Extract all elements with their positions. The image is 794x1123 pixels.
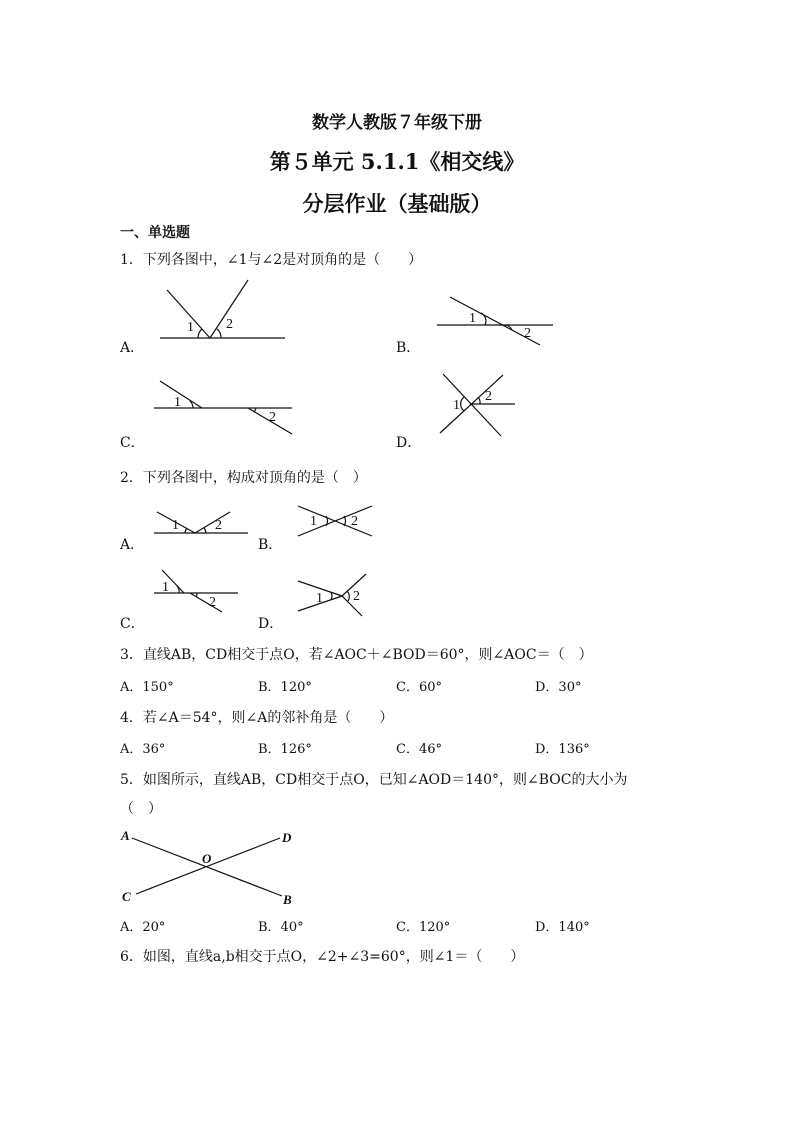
q2-figure-d: [296, 572, 371, 617]
q1d-angle-2: 2: [485, 389, 492, 404]
q2-figure-b: [296, 500, 376, 542]
question-3: 3．直线AB，CD相交于点O，若∠AOC＋∠BOD＝60°，则∠AOC＝（ ）: [120, 647, 593, 663]
q5-label-c: C: [122, 889, 131, 904]
q1c-angle-2: 2: [269, 410, 276, 425]
q4-option-c: C．46°: [396, 742, 442, 757]
unit-title: 第５单元 5.1.1《相交线》: [269, 149, 525, 174]
question-4: 4．若∠A＝54°，则∠A的邻补角是（ ）: [120, 710, 394, 726]
q2-figure-a: [152, 502, 252, 538]
section-heading: 一、单选题: [120, 225, 190, 241]
q2-option-a-label: A．: [120, 537, 145, 553]
q2d-angle-1: 1: [316, 591, 323, 606]
q2c-angle-2: 2: [209, 595, 216, 610]
q1d-angle-1: 1: [453, 398, 460, 413]
q1-figure-c: [152, 375, 297, 437]
q1a-angle-1: 1: [187, 320, 194, 335]
q1a-angle-2: 2: [226, 317, 233, 332]
q2c-angle-1: 1: [162, 580, 169, 595]
q1c-angle-1: 1: [174, 395, 181, 410]
q5-option-c: C．120°: [396, 920, 451, 935]
q2-figure-c: [152, 566, 242, 616]
q3-option-d: D．30°: [535, 680, 582, 695]
question-5: 5．如图所示，直线AB，CD相交于点O，已知∠AOD＝140°，则∠BOC的大小为: [120, 772, 628, 788]
question-5-blank: （ ）: [120, 801, 162, 817]
q3-option-b: B．120°: [258, 680, 312, 695]
q5-option-d: D．140°: [535, 920, 590, 935]
q5-label-a: A: [121, 828, 130, 843]
q2-option-b-label: B．: [258, 537, 283, 553]
homework-title: 分层作业（基础版）: [302, 191, 492, 216]
document-title: 数学人教版７年级下册: [312, 113, 482, 133]
question-2: 2．下列各图中，构成对顶角的是（ ）: [120, 470, 367, 486]
q1-option-c-label: C．: [120, 435, 145, 451]
q5-option-b: B．40°: [258, 920, 304, 935]
q5-label-b: B: [283, 892, 292, 907]
question-6: 6．如图，直线a,b相交于点O，∠2+∠3=60°，则∠1＝（ ）: [120, 949, 525, 965]
q2b-angle-2: 2: [351, 514, 358, 529]
q1b-angle-2: 2: [524, 326, 531, 341]
q5-label-d: D: [282, 830, 292, 845]
q4-option-a: A．36°: [120, 742, 166, 757]
q4-option-b: B．126°: [258, 742, 312, 757]
q3-option-c: C．60°: [396, 680, 442, 695]
q1-option-b-label: B．: [396, 340, 421, 356]
q5-option-a: A．20°: [120, 920, 166, 935]
q1-figure-a: [155, 278, 295, 348]
q2a-angle-2: 2: [215, 518, 222, 533]
q1-option-d-label: D．: [396, 435, 422, 451]
q5-label-o: O: [202, 851, 212, 866]
q4-option-d: D．136°: [535, 742, 590, 757]
q2-option-c-label: C．: [120, 616, 145, 632]
q1-option-a-label: A．: [120, 340, 145, 356]
q2-option-d-label: D．: [258, 616, 284, 632]
q2d-angle-2: 2: [353, 589, 360, 604]
q2b-angle-1: 1: [310, 514, 317, 529]
question-1: 1．下列各图中，∠1与∠2是对顶角的是（ ）: [120, 252, 423, 268]
q1-figure-d: [435, 370, 520, 442]
q3-option-a: A．150°: [120, 680, 174, 695]
q1b-angle-1: 1: [469, 311, 476, 326]
q5-figure: [118, 826, 303, 908]
q1-figure-b: [435, 292, 560, 352]
q2a-angle-1: 1: [172, 518, 179, 533]
